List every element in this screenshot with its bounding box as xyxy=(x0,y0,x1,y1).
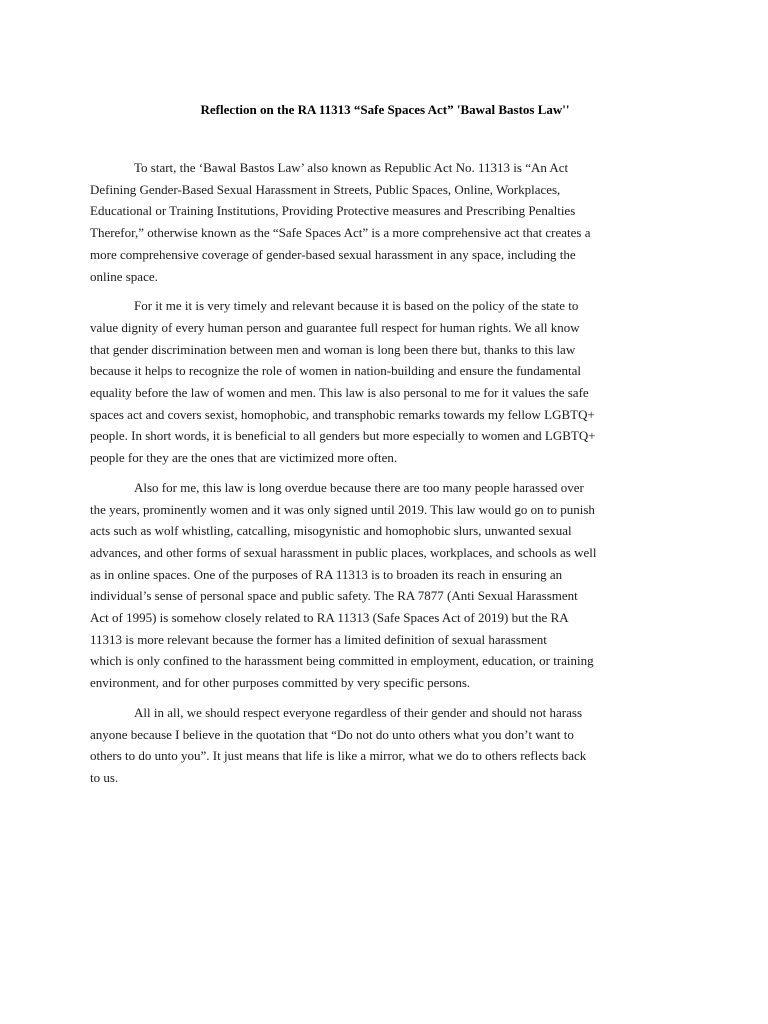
text-line: that gender discrimination between men and woman is long been there but, thanks to this law xyxy=(90,341,576,357)
text-line: value dignity of every human person and guarantee full respect for human rights. We all know xyxy=(90,319,580,335)
text-line: Act of 1995) is somehow closely related to RA 11313 (Safe Spaces Act of 2019) but the RA xyxy=(90,610,569,626)
paragraph-overdue xyxy=(90,477,680,694)
text-line: To start, the ‘Bawal Bastos Law’ also known as Republic Act No. 11313 is “An Act xyxy=(134,160,569,175)
text-line: equality before the law of women and men. This law is also personal to me for it values the safe xyxy=(90,385,589,401)
text-line: advances, and other forms of sexual harassment in public places, workplaces, and schools as well xyxy=(90,544,597,560)
text-line: environment, and for other purposes committed by very specific persons. xyxy=(90,675,471,691)
text-line: online space. xyxy=(90,268,158,284)
text-line: Therefor,” otherwise known as the “Safe Spaces Act” is a more comprehensive act that creates a xyxy=(90,225,591,241)
paragraph-conclusion xyxy=(90,702,680,789)
text-line: anyone because I believe in the quotation that “Do not do unto others what you don’t want to xyxy=(90,726,574,742)
text-line: people for they are the ones that are victimized more often. xyxy=(90,450,398,466)
paragraph-relevance xyxy=(90,295,680,469)
text-line: 11313 is more relevant because the former has a limited definition of sexual harassment xyxy=(90,631,547,647)
text-line: acts such as wolf whistling, catcalling, misogynistic and homophobic slurs, unwanted sexual xyxy=(90,523,572,539)
text-line: All in all, we should respect everyone regardless of their gender and should not harass xyxy=(134,704,583,720)
text-line: Educational or Training Institutions, Providing Protective measures and Prescribing Penalties xyxy=(90,203,576,219)
text-line: to us. xyxy=(90,769,119,785)
text-line: For it me it is very timely and relevant because it is based on the policy of the state to xyxy=(134,298,579,314)
text-line: spaces act and covers sexist, homophobic, and transphobic remarks towards my fellow LGBTQ+ xyxy=(90,406,595,422)
paragraph-intro xyxy=(90,157,680,287)
text-line: which is only confined to the harassment being committed in employment, education, or training xyxy=(90,653,594,669)
text-line: the years, prominently women and it was only signed until 2019. This law would go on to punish xyxy=(90,501,595,517)
text-line: because it helps to recognize the role of women in nation-building and ensure the fundamental xyxy=(90,363,581,379)
text-line: Also for me, this law is long overdue because there are too many people harassed over xyxy=(134,479,584,495)
text-line: people. In short words, it is beneficial to all genders but more especially to women and LGBTQ+ xyxy=(90,428,596,444)
text-line: Defining Gender-Based Sexual Harassment in Streets, Public Spaces, Online, Workplaces, xyxy=(90,181,561,197)
document-title: Reflection on the RA 11313 “Safe Spaces Act” 'Bawal Bastos Law'' xyxy=(200,102,570,117)
text-line: individual’s sense of personal space and public safety. The RA 7877 (Anti Sexual Harassment xyxy=(90,588,578,604)
text-line: others to do unto you”. It just means that life is like a mirror, what we do to others reflects back xyxy=(90,748,587,764)
document-body xyxy=(90,157,680,797)
text-line: as in online spaces. One of the purposes of RA 11313 is to broaden its reach in ensuring an xyxy=(90,566,563,582)
text-line: more comprehensive coverage of gender-based sexual harassment in any space, including the xyxy=(90,246,576,262)
